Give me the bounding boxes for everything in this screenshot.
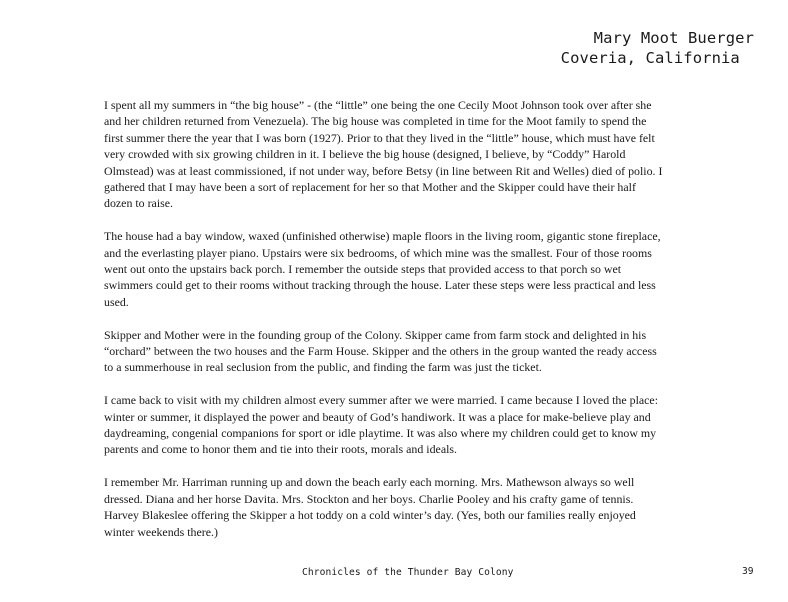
page-number: 39	[742, 566, 754, 577]
paragraph: Skipper and Mother were in the founding group of the Colony. Skipper came from farm stock and delighted in his “orchard” between the two houses and the Farm House. Skipper and the others in the group wanted the ready access to a summerhouse in real seclusion from the public, and finding the farm was just the ticket.	[104, 327, 657, 375]
paragraph: I spent all my summers in “the big house” - (the “little” one being the one Cecily Moot Johnson took over after she and her children returned from Venezuela). The big house was completed in time for the Moot family to spend the first summer there the year that I was born (1927). Prior to that they lived in the “little” house, which must have felt very crowded with six growing children in it. I believe the big house (designed, I believe, by “Coddy” Harold Olmstead) was at least commissioned, if not under way, before Betsy (in line between Rit and Welles) died of polio. I gathered that I may have been a sort of replacement for her so that Mother and the Skipper could have their half dozen to raise.	[104, 98, 663, 211]
author-location: Coveria, California	[560, 49, 740, 67]
paragraph: The house had a bay window, waxed (unfinished otherwise) maple floors in the living room, gigantic stone fireplace, and the everlasting player piano. Upstairs were six bedrooms, of which mine was the smallest. Four of those rooms went out onto the upstairs back porch. I remember the outside steps that provided access to that porch so wet swimmers could get to their rooms without tracking through the house. Later these steps were less practical and less used.	[104, 229, 661, 309]
body-text	[104, 97, 666, 556]
paragraph: I came back to visit with my children almost every summer after we were married. I came because I loved the place: winter or summer, it displayed the power and beauty of God’s handiwork. It was a place for make-believe play and daydreaming, congenial companions for sport or idle playtime. It was also where my children could get to know my parents and come to honor them and tie into their roots, morals and ideals.	[104, 393, 659, 457]
author-block	[561, 28, 754, 68]
footer-book-title: Chronicles of the Thunder Bay Colony	[302, 567, 514, 578]
author-name: Mary Moot Buerger	[593, 29, 754, 47]
paragraph: I remember Mr. Harriman running up and down the beach early each morning. Mrs. Mathewson always so well dressed. Diana and her horse Davita. Mrs. Stockton and her boys. Charlie Pooley and his crafty game of tennis. Harvey Blakeslee offering the Skipper a hot toddy on a cold winter’s day. (Yes, both our families really enjoyed winter weekends there.)	[104, 475, 636, 539]
